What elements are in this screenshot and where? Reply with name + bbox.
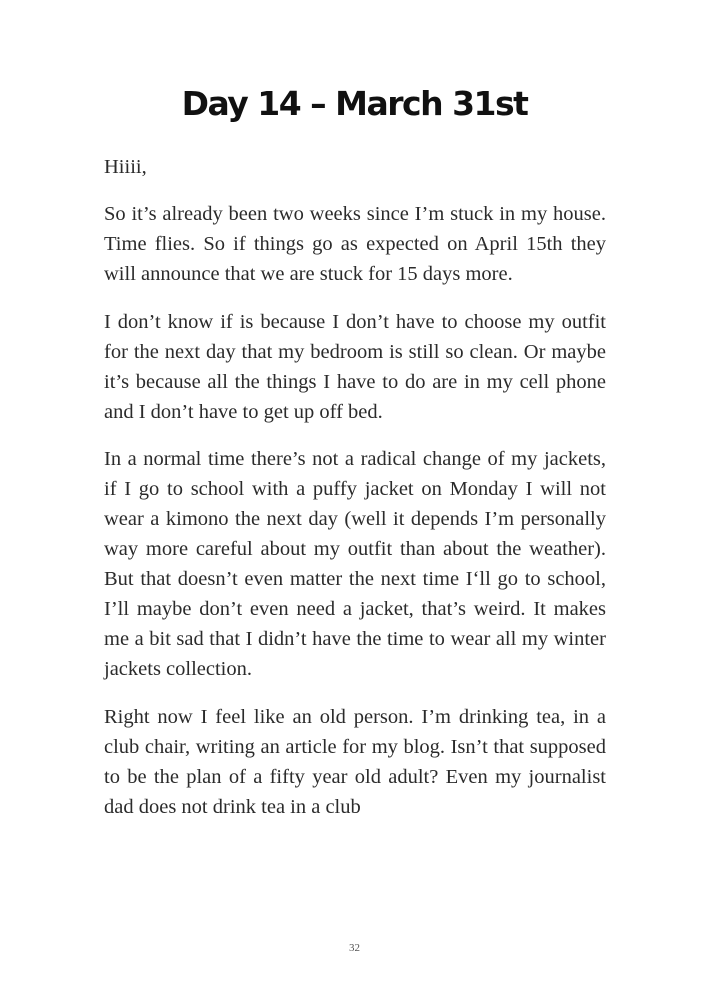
page-number: 32 bbox=[349, 942, 360, 954]
paragraph-3: In a normal time there’s not a radical change of my jackets, if I go to school with a puffy jacket on Monday I will not wear a kimono the next day (well it depends I’m personally way more careful about my outfit than about the weather). But that doesn’t even matter the next time I‘ll go to school, I’ll maybe don’t even need a jacket, that’s weird. It makes me a bit sad that I didn’t have the time to wear all my winter jackets collection. bbox=[104, 448, 606, 680]
greeting: Hiiii, bbox=[104, 156, 147, 178]
paragraph-4: Right now I feel like an old person. I’m drinking tea, in a club chair, writing an article for my blog. Isn’t that supposed to be the plan of a fifty year old adult? Even my journalist dad does not drink tea in a club bbox=[104, 705, 606, 818]
page-title: Day 14 – March 31st bbox=[181, 84, 528, 123]
paragraph-2: I don’t know if is because I don’t have to choose my outfit for the next day that my bedroom is still so clean. Or maybe it’s because all the things I have to do are in my cell phone and I don’t have to get up off bed. bbox=[104, 310, 606, 423]
paragraph-1: So it’s already been two weeks since I’m stuck in my house. Time flies. So if things go as expected on April 15th they will announce that we are stuck for 15 days more. bbox=[104, 203, 606, 285]
body-text bbox=[104, 152, 606, 839]
